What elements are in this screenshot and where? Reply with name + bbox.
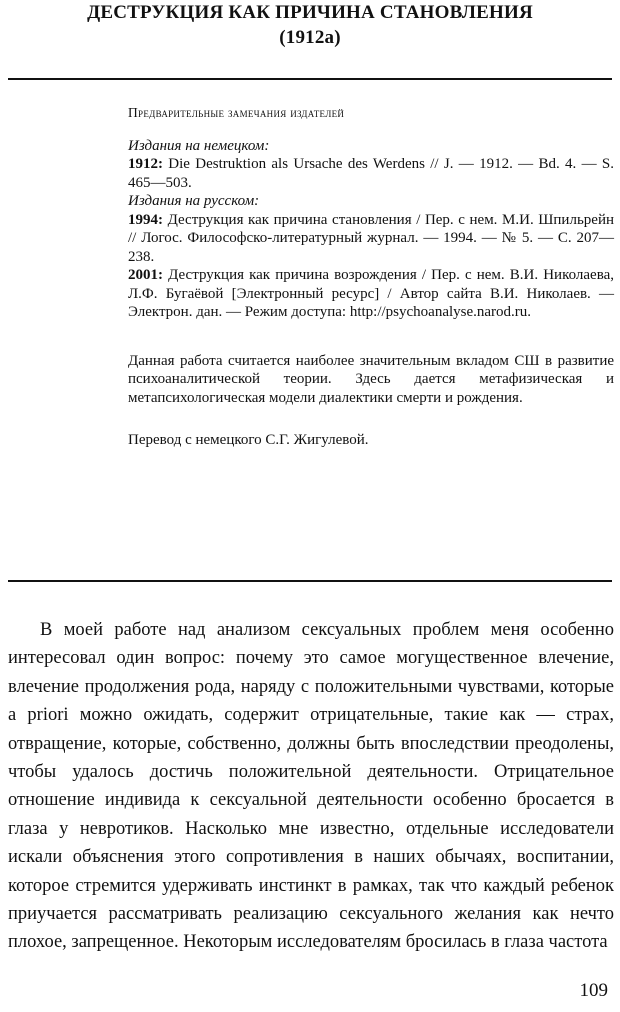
chapter-title: [20, 0, 600, 50]
russian-edition-2001: [128, 266, 614, 322]
edition-2001-text: Деструкция как причина возрождения / Пер. с нем. В.И. Николаева, Л.Ф. Бугаёвой [Электронный ресурс] / Автор сайта В.И. Николаев. — Электрон. дан. — Режим доступа: http://psychoanalyse.narod.ru.: [128, 267, 614, 320]
publisher-notes: [128, 104, 614, 450]
edition-1994-year: 1994:: [128, 211, 163, 228]
german-edition-entry: [128, 155, 614, 192]
german-edition-text: Die Destruktion als Ursache des Werdens // J. — 1912. — Bd. 4. — S. 465—503.: [128, 156, 614, 191]
edition-1994-text: Деструкция как причина становления / Пер. с нем. М.И. Шпильрейн // Логос. Философско-литературный журнал. — 1994. — № 5. — С. 207—238.: [128, 211, 614, 265]
russian-editions-label: Издания на русском:: [128, 193, 260, 209]
russian-edition-1994: [128, 211, 614, 267]
bottom-rule: [8, 580, 612, 582]
translator-note: Перевод с немецкого С.Г. Жигулевой.: [128, 432, 369, 448]
edition-2001-year: 2001:: [128, 267, 163, 283]
body-paragraph: В моей работе над анализом сексуальных проблем меня особенно интересовал один вопрос: почему это самое могущественное влечение, влечение продолжения рода, наряду с положительными чувствами, которые a priori можно ожидать, содержит отрицательные, такие как — страх, отвращение, которые, собственно, должны быть впоследствии преодолены, чтобы удалось достичь положительной деятельности. Отрицательное отношение индивида к сексуальной деятельности особенно бросается в глаза у невротиков. Насколько мне известно, отдельные исследователи искали объяснения этого сопротивления в наших обычаях, воспитании, которое стремится удерживать инстинкт в рамках, так что каждый ребенок приучается рассматривать реализацию сексуального желания как нечто плохое, запрещенное. Некоторым исследователям бросилась в глаза частота: [8, 620, 614, 953]
significance-note: Данная работа считается наиболее значительным вкладом СШ в развитие психоаналитической теории. Здесь дается метафизическая и метапсихологическая модели диалектики смерти и рождения.: [128, 352, 614, 406]
german-editions-label: Издания на немецком:: [128, 137, 270, 154]
german-edition-year: 1912:: [128, 156, 163, 172]
chapter-title-line1: ДЕСТРУКЦИЯ КАК ПРИЧИНА СТАНОВЛЕНИЯ: [87, 2, 533, 23]
notes-heading: Предварительные замечания издателей: [128, 105, 345, 120]
main-text: [8, 616, 614, 957]
page-number: 109: [579, 980, 608, 1001]
chapter-title-line2: (1912а): [279, 27, 341, 48]
top-rule: [8, 78, 612, 80]
